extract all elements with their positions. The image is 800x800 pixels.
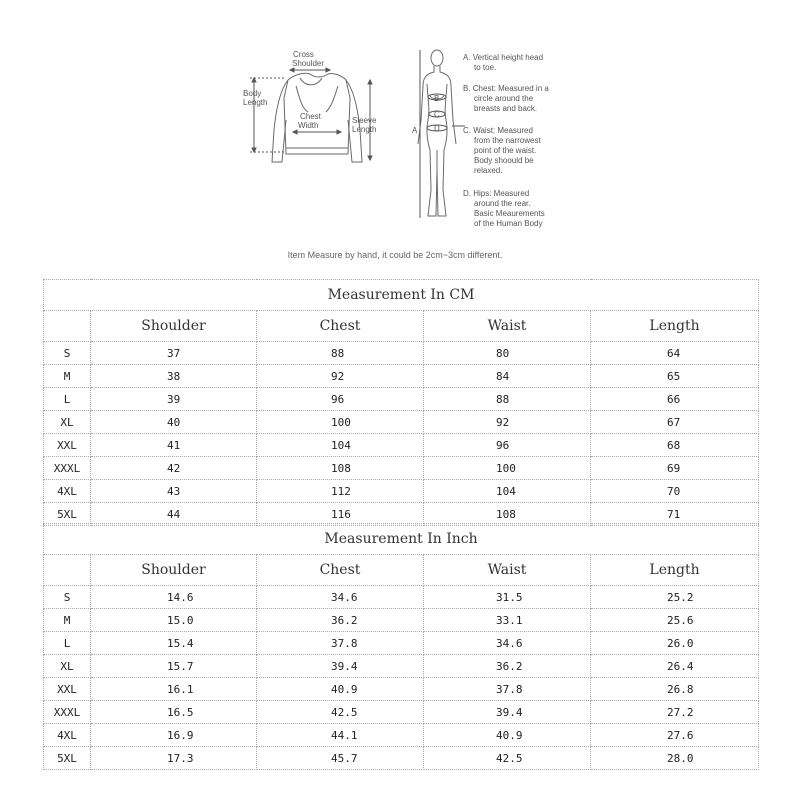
cell-chest: 39.4 xyxy=(257,655,424,678)
table-row xyxy=(44,434,759,457)
size-label: M xyxy=(44,365,91,388)
note-c: C. Waist: Measured from the narrowest point of the waist. Body shoould be relaxed. xyxy=(463,126,541,175)
size-label: M xyxy=(44,609,91,632)
cell-shoulder: 40 xyxy=(91,411,257,434)
cell-waist: 80 xyxy=(424,342,591,365)
size-label: XL xyxy=(44,655,91,678)
cm-header-length: Length xyxy=(591,311,759,342)
table-row xyxy=(44,632,759,655)
body-illustration xyxy=(418,50,456,216)
cell-chest: 34.6 xyxy=(257,586,424,609)
cell-shoulder: 16.9 xyxy=(91,724,257,747)
cell-chest: 40.9 xyxy=(257,678,424,701)
cell-waist: 42.5 xyxy=(424,747,591,770)
cell-chest: 44.1 xyxy=(257,724,424,747)
cell-waist: 34.6 xyxy=(424,632,591,655)
note-d: D. Hips: Measured around the rear. Basic Meaurements of the Human Body xyxy=(463,189,545,228)
cell-length: 27.6 xyxy=(591,724,759,747)
cm-size-table xyxy=(43,279,759,526)
cell-waist: 40.9 xyxy=(424,724,591,747)
cell-waist: 31.5 xyxy=(424,586,591,609)
size-label: 4XL xyxy=(44,724,91,747)
cell-shoulder: 15.0 xyxy=(91,609,257,632)
cell-chest: 112 xyxy=(257,480,424,503)
size-label: XXXL xyxy=(44,701,91,724)
inch-header-shoulder: Shoulder xyxy=(91,555,257,586)
cell-waist: 36.2 xyxy=(424,655,591,678)
cm-table-title: Measurement In CM xyxy=(44,280,759,311)
cell-chest: 100 xyxy=(257,411,424,434)
cell-length: 67 xyxy=(591,411,759,434)
cell-chest: 104 xyxy=(257,434,424,457)
cell-length: 64 xyxy=(591,342,759,365)
cell-shoulder: 14.6 xyxy=(91,586,257,609)
cell-waist: 33.1 xyxy=(424,609,591,632)
cell-waist: 96 xyxy=(424,434,591,457)
size-label: XXL xyxy=(44,678,91,701)
size-label: 4XL xyxy=(44,480,91,503)
cell-shoulder: 15.4 xyxy=(91,632,257,655)
cell-length: 26.4 xyxy=(591,655,759,678)
cell-shoulder: 41 xyxy=(91,434,257,457)
size-label: XL xyxy=(44,411,91,434)
table-row xyxy=(44,457,759,480)
cross-shoulder-label: Cross Shoulder xyxy=(292,50,325,68)
cell-length: 26.8 xyxy=(591,678,759,701)
cell-shoulder: 44 xyxy=(91,503,257,526)
cell-waist: 108 xyxy=(424,503,591,526)
cell-shoulder: 16.1 xyxy=(91,678,257,701)
table-row xyxy=(44,701,759,724)
cell-waist: 100 xyxy=(424,457,591,480)
cell-shoulder: 37 xyxy=(91,342,257,365)
inch-size-header xyxy=(44,555,91,586)
cell-chest: 92 xyxy=(257,365,424,388)
cell-shoulder: 42 xyxy=(91,457,257,480)
size-label: XXXL xyxy=(44,457,91,480)
cm-header-shoulder: Shoulder xyxy=(91,311,257,342)
size-label: L xyxy=(44,388,91,411)
inch-table-title: Measurement In Inch xyxy=(44,524,759,555)
sleeve-length-label: Sleeve Length xyxy=(352,116,377,134)
cm-header-chest: Chest xyxy=(257,311,424,342)
cell-length: 65 xyxy=(591,365,759,388)
body-length-label: Body Length xyxy=(243,89,268,107)
chest-width-label: Chest Width xyxy=(298,112,321,130)
size-label: S xyxy=(44,586,91,609)
table-row xyxy=(44,411,759,434)
cell-shoulder: 17.3 xyxy=(91,747,257,770)
cell-length: 70 xyxy=(591,480,759,503)
cell-chest: 42.5 xyxy=(257,701,424,724)
cell-chest: 45.7 xyxy=(257,747,424,770)
table-row xyxy=(44,388,759,411)
cell-chest: 37.8 xyxy=(257,632,424,655)
note-b: B. Chest: Measured in a circle around the breasts and back. xyxy=(463,84,549,113)
cell-chest: 88 xyxy=(257,342,424,365)
cell-length: 71 xyxy=(591,503,759,526)
cell-waist: 104 xyxy=(424,480,591,503)
cell-waist: 37.8 xyxy=(424,678,591,701)
inch-header-waist: Waist xyxy=(424,555,591,586)
table-row xyxy=(44,342,759,365)
size-label: S xyxy=(44,342,91,365)
inch-header-length: Length xyxy=(591,555,759,586)
table-row xyxy=(44,586,759,609)
table-row xyxy=(44,678,759,701)
table-row xyxy=(44,724,759,747)
cell-shoulder: 43 xyxy=(91,480,257,503)
table-row xyxy=(44,747,759,770)
cell-chest: 36.2 xyxy=(257,609,424,632)
cell-chest: 108 xyxy=(257,457,424,480)
inch-header-chest: Chest xyxy=(257,555,424,586)
cell-shoulder: 15.7 xyxy=(91,655,257,678)
cell-shoulder: 39 xyxy=(91,388,257,411)
cell-waist: 84 xyxy=(424,365,591,388)
table-row xyxy=(44,609,759,632)
cell-length: 27.2 xyxy=(591,701,759,724)
marker-d: D xyxy=(434,124,440,133)
size-label: 5XL xyxy=(44,747,91,770)
cell-length: 66 xyxy=(591,388,759,411)
cell-length: 25.2 xyxy=(591,586,759,609)
cell-waist: 88 xyxy=(424,388,591,411)
marker-b: B xyxy=(434,94,440,103)
inch-size-table xyxy=(43,523,759,770)
note-a: A. Vertical height head to toe. xyxy=(463,53,544,72)
cell-length: 28.0 xyxy=(591,747,759,770)
cm-size-header xyxy=(44,311,91,342)
marker-c: C xyxy=(434,110,440,119)
measurement-diagram xyxy=(0,0,800,270)
cell-chest: 116 xyxy=(257,503,424,526)
cell-chest: 96 xyxy=(257,388,424,411)
size-label: L xyxy=(44,632,91,655)
cm-header-waist: Waist xyxy=(424,311,591,342)
cell-shoulder: 38 xyxy=(91,365,257,388)
table-row xyxy=(44,480,759,503)
measure-note: Item Measure by hand, it could be 2cm~3cm different. xyxy=(287,250,503,260)
marker-a: A xyxy=(412,126,418,135)
cell-length: 69 xyxy=(591,457,759,480)
cell-waist: 92 xyxy=(424,411,591,434)
size-label: 5XL xyxy=(44,503,91,526)
cell-length: 26.0 xyxy=(591,632,759,655)
cell-shoulder: 16.5 xyxy=(91,701,257,724)
size-label: XXL xyxy=(44,434,91,457)
cell-waist: 39.4 xyxy=(424,701,591,724)
table-row xyxy=(44,655,759,678)
table-row xyxy=(44,365,759,388)
cell-length: 25.6 xyxy=(591,609,759,632)
cell-length: 68 xyxy=(591,434,759,457)
